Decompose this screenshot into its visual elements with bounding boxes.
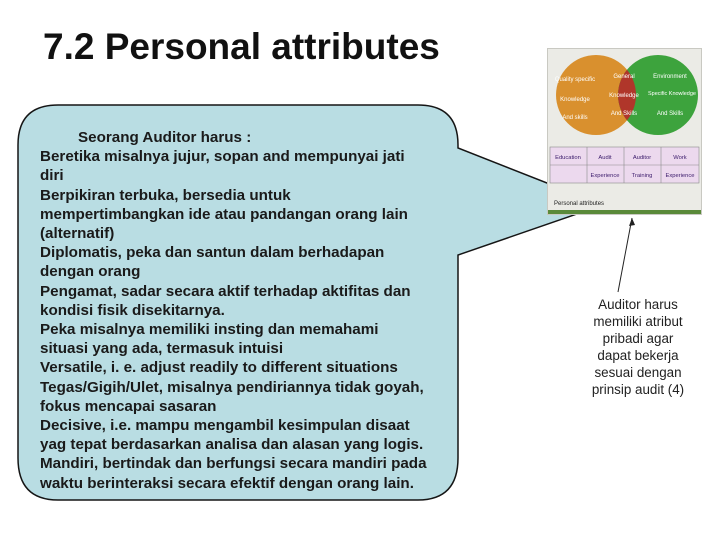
- side-note-line: prinsip audit (4): [591, 382, 685, 397]
- side-note-line: memiliki atribut: [593, 314, 683, 329]
- callout-line: Decisive, i.e. mampu mengambil kesimpulan disaat: [40, 417, 410, 435]
- venn-right-label: Specific Knowledge: [647, 91, 697, 97]
- callout-line: mempertimbangkan ide atau pandangan orang lain: [40, 205, 408, 223]
- table-cell: Education: [555, 155, 581, 161]
- callout-line: Tegas/Gigih/Ulet, misalnya pendiriannya tidak goyah,: [40, 378, 424, 396]
- slide-title: 7.2 Personal attributes: [43, 26, 440, 67]
- callout-line: dengan orang: [40, 263, 141, 281]
- callout-line: Peka misalnya memiliki insting dan memahami: [40, 321, 379, 339]
- callout-line: yag tepat berdasarkan analisa dan alasan yang logis.: [40, 436, 424, 454]
- venn-left-label: Knowledge: [560, 97, 590, 103]
- side-note-line: dapat bekerja: [597, 348, 679, 363]
- callout-line: Berpikiran terbuka, bersedia untuk: [40, 186, 291, 204]
- table-cell: Audit: [598, 155, 612, 161]
- diagram-graphic: [548, 49, 701, 214]
- callout-line: fokus mencapai sasaran: [40, 397, 217, 415]
- diagram-footer-label: Personal attributes: [554, 201, 605, 207]
- venn-center-label: Knowledge: [609, 93, 639, 99]
- callout-text: [40, 128, 460, 493]
- venn-center-label: General: [613, 74, 635, 80]
- callout-line: Beretika misalnya jujur, sopan and mempunyai jati: [40, 148, 405, 166]
- callout-line: Pengamat, sadar secara aktif terhadap aktifitas dan: [40, 282, 411, 300]
- table-cell: Experience: [665, 173, 695, 179]
- side-note-line: sesuai dengan: [594, 365, 682, 380]
- callout-line: kondisi fisik disekitarnya.: [40, 301, 225, 319]
- callout-line: situasi yang ada, termasuk intuisi: [40, 340, 284, 358]
- side-note-line: Auditor harus: [598, 297, 678, 312]
- venn-right-label: And Skills: [656, 111, 684, 117]
- venn-left-label: And skills: [562, 115, 588, 121]
- side-note: [584, 296, 692, 398]
- callout-line: Versatile, i. e. adjust readily to different situations: [40, 359, 398, 377]
- venn-left-label: Quality specific: [554, 77, 596, 83]
- table-cell: Work: [673, 155, 687, 161]
- venn-right-label: Environment: [653, 74, 687, 80]
- table-cell: Experience: [590, 173, 620, 179]
- table-cell: Training: [631, 173, 653, 179]
- side-note-line: pribadi agar: [602, 331, 674, 346]
- callout-line: Diplomatis, peka dan santun dalam berhadapan: [40, 244, 385, 262]
- callout-line: Seorang Auditor harus :: [78, 129, 252, 146]
- callout-line: waktu berinteraksi secara efektif dengan orang lain.: [40, 474, 414, 492]
- callout-line: (alternatif): [40, 225, 115, 243]
- callout-line: Mandiri, bertindak dan berfungsi secara mandiri pada: [40, 455, 427, 473]
- diagram-footer-bar: [548, 210, 701, 214]
- personal-attributes-diagram: [547, 48, 702, 215]
- venn-center-label: And Skills: [610, 111, 638, 117]
- table-cell: Auditor: [632, 155, 652, 161]
- callout-line: diri: [40, 167, 64, 185]
